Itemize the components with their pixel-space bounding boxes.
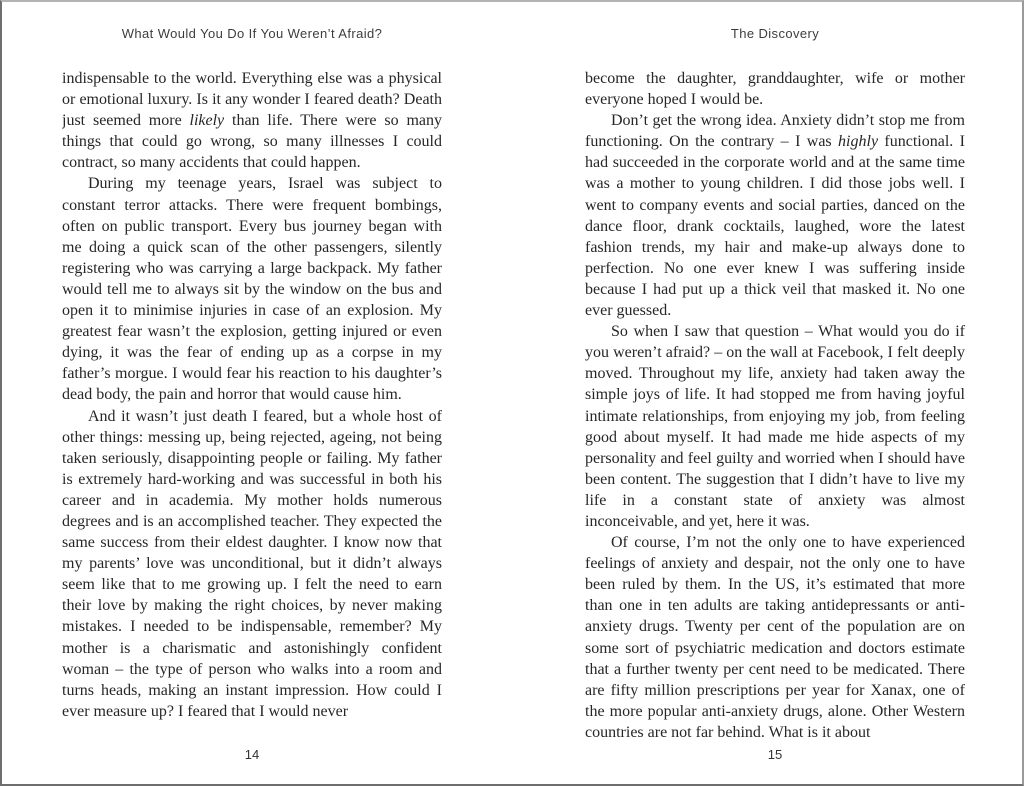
page-number-left: 14 bbox=[244, 747, 260, 762]
paragraph: During my teenage years, Israel was subject to constant terror attacks. There were frequent bombings, often on public transport. Every bus journey began with me doing a quick scan of the other passengers, silently registering who was carrying a large backpack. My father would tell me to always sit by the window on the bus and open it to minimise injuries in case of an explosion. My greatest fear wasn’t the explosion, getting injured or even dying, it was the fear of ending up as a corpse in my father’s morgue. I would fear his reaction to his daughter’s dead body, the pain and horror that would cause him. bbox=[62, 175, 442, 404]
running-header-right: The Discovery bbox=[730, 26, 820, 41]
paragraph: Don’t get the wrong idea. Anxiety didn’t stop me from functioning. On the contrary – I was highly functional. I had succeeded in the corporate world and at the same time was a mother to young children. I did those jobs well. I went to company events and social parties, danced on the dance floor, drank cocktails, laughed, wore the latest fashion trends, my hair and make-up always done to perfection. No one ever knew I was suffering inside because I had put up a thick veil that masked it. No one ever guessed. bbox=[585, 112, 965, 320]
paragraph: And it wasn’t just death I feared, but a whole host of other things: messing up, being rejected, ageing, not being taken seriously, disappointing people or failing. My father is extremely hard-working and was successful in both his career and in academia. My mother holds numerous degrees and is an accomplished teacher. They expected the same success from their eldest daughter. I know now that my parents’ love was unconditional, but it didn’t always seem like that to me growing up. I felt the need to earn their love by making the right choices, by never making mistakes. I needed to be indispensable, remember? My mother is a charismatic and astonishingly confident woman – the type of person who walks into a room and turns heads, making an instant impression. How could I ever measure up? I feared that I would never bbox=[62, 407, 442, 720]
paragraph: indispensable to the world. Everything else was a physical or emotional luxury. Is it any wonder I feared death? Death just seemed more likely than life. There were so many things that could go wrong, so many illnesses I could contract, so many accidents that could happen. bbox=[62, 70, 442, 172]
running-header-left: What Would You Do If You Weren’t Afraid? bbox=[121, 26, 383, 41]
page-body-right bbox=[585, 68, 965, 746]
paragraph: Of course, I’m not the only one to have experienced feelings of anxiety and despair, not the only one to have been ruled by them. In the US, it’s estimated that more than one in ten adults are taking antidepressants or anti-anxiety drugs. Twenty per cent of the population are on some sort of psychiatric medication and doctors estimate that a further twenty per cent need to be medicated. There are fifty million prescriptions per year for Xanax, one of the more popular anti-anxiety drugs, alone. Other Western countries are not far behind. What is it about bbox=[585, 534, 965, 741]
paragraph: So when I saw that question – What would you do if you weren’t afraid? – on the wall at Facebook, I felt deeply moved. Throughout my life, anxiety had taken away the simple joys of life. It had stopped me from having joyful intimate relationships, from enjoying my job, from feeling good about myself. It had made me hide aspects of my personality and feel guilty and worried when I should have been content. The suggestion that I didn’t have to live my life in a constant state of anxiety was almost inconceivable, and yet, here it was. bbox=[585, 323, 965, 530]
page-number-right: 15 bbox=[767, 747, 783, 762]
page-right bbox=[585, 2, 965, 786]
page-body-left bbox=[62, 68, 442, 746]
paragraph: become the daughter, granddaughter, wife or mother everyone hoped I would be. bbox=[585, 70, 965, 109]
page-left bbox=[62, 2, 442, 786]
